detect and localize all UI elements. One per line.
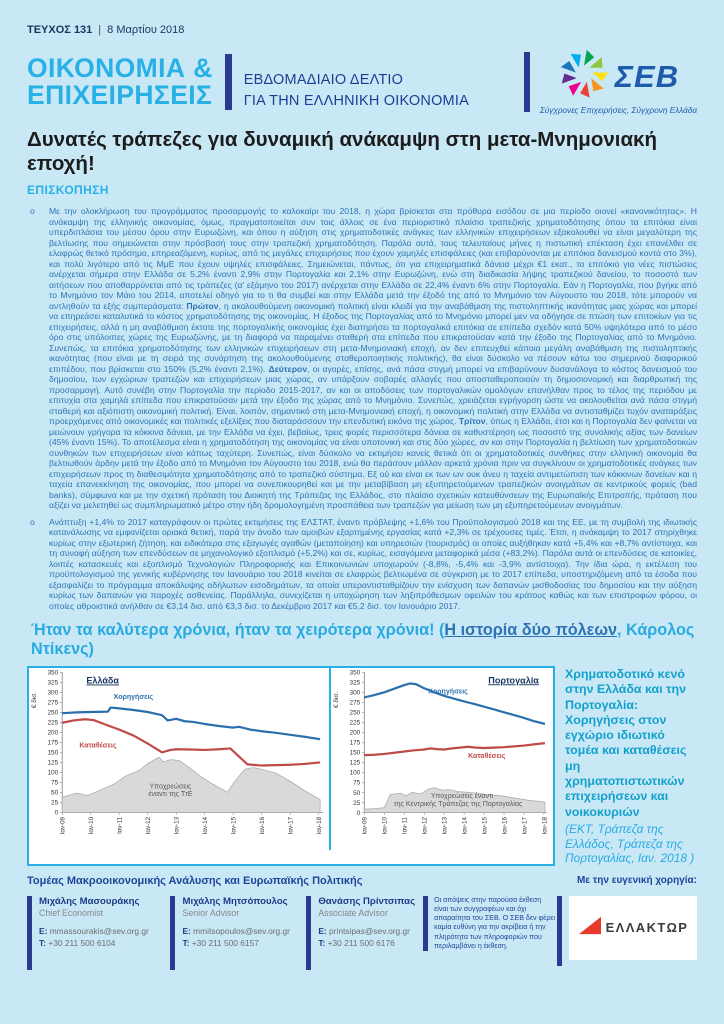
book-title-link[interactable]: Η ιστορία δύο πόλεων bbox=[444, 621, 618, 639]
sponsor-block bbox=[557, 896, 697, 966]
bullet-text-1: Με την ολοκλήρωση του προγράμματος προσαρμογής το καλοκαίρι του 2018, η χώρα βρίσκεται στα πρόθυρα εισόδου σε μια περίοδο οιονεί «κανονικότητας». Η ανάκαμψη της ελληνικής οικονομίας, όμως, πραγματοποιείται συν τοις άλλοις σε ένα περιοριστικό πλαίσιο τραπεζικής χρηματοδότησης όπου τα επιτόκια είναι υπερδιπλάσια του μέσου όρου στην Ευρωζώνη, και όπου η αύξηση στις χρηματοδοτικές ανάγκες των ελληνικών επιχειρήσεων εξακολουθεί να είναι μεγαλύτερη της βελτίωσης που σημειώνεται στην πρόσβασή τους στην τραπεζική χρηματοδότηση. Παρόλα αυτά, τους τελευταίους μήνες η πιστωτική επέκταση έχει επανέλθει σε ελαφρώς θετικό πρόσημο, επηρεαζόμενη, κυρίως, από τις μεγάλες επιχειρήσεις που έχουν χαμηλές επισφάλειες (και επιβαρύνονται με επιτόκια δανεισμού κοντά στο 3%), και πολύ λιγότερο από τις ΜμΕ που έχουν υψηλές επισφάλειες. Σημειώνεται, πάντως, ότι για επιχειρηματικά δάνεια μέχρι €1 εκατ., το επιτόκιο για νέες πιστώσεις ανέρχεται σήμερα στην Ελλάδα σε 5,2% έναντι 2,9% στην Πορτογαλία και 2,1% στην Ευρωζώνη, ενώ στη διαδικασία λήψης τραπεζικού δανείου, το ποσοστό των αιτήσεων που αποθαρρύνεται από τις τράπεζες (α' εξάμηνο του 2017) ανέρχεται στην Ελλάδα σε 22,4% έναντι 6% στην Πορτογαλία. Εάν η Πορτογαλία, που βγήκε από το Μνημόνιο τον Μάιο του 2014, αποτελεί οδηγό για το τι θα συμβεί και στην Ελλάδα μετά την έξοδό της από το Μνημόνιο τον Αύγουστο του 2018, τότε μπορούν να αντληθούν τα εξής συμπεράσματα: Πρώτον, η ακολουθούμενη οικονομική πολιτική είναι κλειδί για την αναβάθμιση της πιστοληπτικής ικανότητας μιας χώρας και μπορεί να επηρεάσει καταλυτικά το κόστος χρηματοδότησης της οικονομίας. Η έξοδος της Πορτογαλίας από το Μνημόνιο μπορεί μεν να οδήγησε σε πτώση των επιτοκίων για τις επιχειρήσεις, αλλά η μη αναβάθμιση έκτοτε της πορτογαλικής οικονομίας έχει διατηρήσει τα πορτογαλικά επιτόκια σε επίπεδα σχεδόν κατά 50% υψηλότερα από το μέσο όρο στις υπόλοιπες χώρες της Ευρωζώνης, με τη διαφορά να παραμένει σταθερή στα επίπεδα που επικρατούσαν κατά την έξοδο της Πορτογαλίας από το Μνημόνιο. Συνεπώς, τα επιτόκια χρηματοδότησης των ελληνικών επιχειρήσεων στη μετα-Μνημονιακή εποχή, αν δεν επιτευχθεί κάποια μεγάλη αναβάθμιση της πιστοληπτικής ικανότητας (που είναι με τη σειρά της συνάρτηση της ακολουθούμενης σταθεροποιητικής πολιτικής), θα είναι δύσκολο να πέσουν κάτω του σημερινού διαφορικού επιπέδου, που βρίσκεται στο 150% (5,2% έναντι 2,1%). Δεύτερον, οι αγορές, επίσης, ανά πάσα στιγμή μπορεί να επιβαρύνουν δυσανάλογα το κόστος δανεισμού του δημοσίου, των εγχώριων τραπεζών και επιχειρήσεων μιας χώρας, αν υπάρξουν σοβαρές αλλαγές που αποσταθεροποιούν τη δημοσιονομική και διαρθρωτική της προσαρμογή. Αυτό συνέβη στην Πορτογαλία την περίοδο 2015-2017, αν και οι αποδόσεις των πορτογαλικών ομολόγων επανήλθαν προς το τέλος της περιόδου με επιτυχία στα χαμηλά επίπεδα που επικρατούσαν μετά την έξοδο της χώρας από το Μνημόνιο. Συνεπώς, χρειάζεται εγρήγορση ώστε να ακολουθείται ανά πάσα στιγμή σταθερή και αξιόπιστη οικονομική πολιτική. Είναι, λοιπόν, σημαντικό στη μετα-Μνημονιακή εποχή, η οικονομική πολιτική στην Ελλάδα να αντισταθμίζει τυχόν αναταράξεις προερχόμενες από οικονομικές και πολιτικές εξελίξεις που διαταράσσουν την επενδυτική εικόνα της χώρας. Τρίτον, όπως η Ελλάδα, έτσι και η Πορτογαλία δεν φαίνεται να μειώνουν γρήγορα τα κόκκινα δάνεια, με την Ελλάδα να έχει, βεβαίως, τρεις φορές περισσότερα δάνεια σε καθυστέρηση ως ποσοστό της συνολικής αξίας των δανείων (45% έναντι 15%). Το αποτέλεσμα είναι η χρηματοδότηση της οικονομίας να είναι υποτονική και στις δύο χώρες, αν και στην Πορτογαλία η βελτίωση των χρηματοδοτικών συνθηκών των επιχειρήσεων είναι κάπως ταχύτερη. Συνεπώς, είναι δύσκολο να εκτιμήσει κανείς θετικά ότι οι χρηματοδοτικές συνθήκες στην ελληνική οικονομία θα βελτιωθούν άρδην μετά την έξοδο από το Μνημόνιο τον Αύγουστο του 2018, ενώ θα περάσουν μάλλον αρκετά χρόνια πριν να συγκλίνουν οι χρηματοδοτικές ανάγκες των επιχειρήσεων προς τη διαθεσιμότητα χρηματοδότησης από το τραπεζικό σύστημα. Εξ ού και είναι εκ των ων ουκ άνευ η ταχεία αντιμετώπιση των κόκκινων δανείων και η ταχεία επανεκκίνηση της οικονομίας, που μπορεί να συνεπικουρηθεί και με την μεταβίβαση μη εξυπηρετούμενων τραπεζικών ανοιγμάτων σε κεντρικούς φορείς (bad banks), σύμφωνα και με την σχετική πρόταση του Διοικητή της Τράπεζας της Ελλάδος, στο πλαίσιο σχετικών κατευθύνσεων της Ευρωπαϊκής Επιτροπής, πρόταση που αξίζει να μελετηθεί ως συμπληρωματικό μέτρο στην ήδη δρομολογημένη προσπάθεια των τραπεζών για μείωση των μη εξυπηρετούμενων ανοιγμάτων. bbox=[49, 206, 698, 510]
overview-body bbox=[27, 206, 697, 611]
overview-bullet-1 bbox=[27, 206, 697, 511]
svg-text:Ιαν-09: Ιαν-09 bbox=[361, 817, 369, 835]
svg-text:25: 25 bbox=[353, 799, 361, 807]
svg-text:Ιαν-12: Ιαν-12 bbox=[145, 816, 153, 835]
section-label-overview: ΕΠΙΣΚΟΠΗΣΗ bbox=[27, 183, 109, 197]
sponsor-label: Με την ευγενική χορηγία: bbox=[576, 875, 697, 887]
svg-text:Ιαν-14: Ιαν-14 bbox=[202, 816, 210, 835]
svg-text:300: 300 bbox=[47, 689, 59, 697]
svg-text:350: 350 bbox=[47, 669, 59, 677]
svg-text:50: 50 bbox=[51, 789, 59, 797]
chart-portugal bbox=[329, 668, 553, 850]
svg-text:175: 175 bbox=[47, 739, 59, 747]
chart-greece bbox=[29, 668, 329, 850]
svg-text:125: 125 bbox=[47, 759, 59, 767]
contact-email: E: mmitsopoulos@sev.org.gr bbox=[182, 925, 290, 936]
svg-text:Χορηγήσεις: Χορηγήσεις bbox=[113, 694, 154, 702]
svg-text:Ιαν-13: Ιαν-13 bbox=[173, 816, 181, 835]
masthead-divider-bar bbox=[225, 54, 232, 110]
svg-text:Υποχρεώσεις: Υποχρεώσεις bbox=[149, 783, 192, 791]
issue-date: 8 Μαρτίου 2018 bbox=[107, 24, 185, 36]
svg-text:Ιαν-09: Ιαν-09 bbox=[59, 816, 67, 835]
charts-box bbox=[27, 666, 555, 866]
contacts-row bbox=[27, 896, 697, 970]
svg-text:50: 50 bbox=[353, 789, 361, 797]
svg-text:Ιαν-11: Ιαν-11 bbox=[116, 816, 124, 834]
issue-divider: | bbox=[98, 24, 102, 36]
svg-text:Ιαν-13: Ιαν-13 bbox=[441, 817, 449, 835]
bullet-text-2: Ανάπτυξη +1,4% το 2017 καταγράφουν οι πρώτες εκτιμήσεις της ΕΛΣΤΑΤ, έναντι πρόβλεψης +1,6% του Προϋπολογισμού 2018 και της ΕΕ, με τη συμβολή της ιδιωτικής κατανάλωσης να εμφανίζεται οριακά θετική, παρά την άνοδο των αμοιβών εξαρτημένης εργασίας κατά +2,3% σε τρέχουσες τιμές. Έτσι, η ανάκαμψη το 2017 στηρίχθηκε κυρίως στην εξωτερική ζήτηση, και ειδικότερα στις εξαγωγές αγαθών (μεταποίηση) και υπηρεσιών (τουρισμός) οι οποίες αυξήθηκαν κατά +5,4% και +8,7% αντίστοιχα, και τη συναφή αύξηση των επενδύσεων σε μηχανολογικό εξοπλισμό (+5,2%) και σε, κυρίως, εισαγόμενα μεταφορικά μέσα (+83,2%). Παρόλα αυτά οι επενδύσεις σε κατοικίες, λοιπές κατασκευές και εξοπλισμό Τεχνολογιών Πληροφορικής και Επικοινωνιών υποχωρούν (-8,8%, -5,4% και -3,9% αντίστοιχα). Την ίδια ώρα, η εκτέλεση του προϋπολογισμού της γενικής κυβέρνησης τον Ιανουάριο του 2018 κινείται σε ελαφρώς βελτιωμένα σε σύγκριση με το 2017 επίπεδα, υποστηριζόμενη από τα έσοδα που εξασφαλίζει το πρόγραμμα αποκάλυψης αδήλωτων εισοδημάτων, τα οποία υπεραντισταθμίζουν την ενίσχυση των δαπανών μισθοδοσίας του δημοσίου και την αύξηση κυρίως των δαπανών για παροχές ασθενείας. Παράλληλα, συνεχίζεται η υποχώρηση των ληξιπρόθεσμων οφειλών του κράτους καθώς και των επιστροφών φόρου, οι οποίες αθροιστικά ανήλθαν σε €3,14 δισ. από €3,3 δισ. το Δεκέμβριο 2017 και €5,2 δισ. τον Ιανουάριο 2017. bbox=[49, 516, 697, 611]
svg-text:Ιαν-18: Ιαν-18 bbox=[316, 816, 324, 835]
svg-text:100: 100 bbox=[349, 769, 361, 777]
contact-card-printsipas bbox=[306, 896, 423, 970]
svg-text:200: 200 bbox=[349, 729, 361, 737]
svg-text:150: 150 bbox=[349, 749, 361, 757]
svg-text:Ιαν-15: Ιαν-15 bbox=[230, 816, 238, 835]
svg-text:€ δισ.: € δισ. bbox=[31, 692, 39, 709]
svg-text:275: 275 bbox=[349, 699, 361, 707]
quote-lead: Ήταν τα καλύτερα χρόνια, ήταν τα χειρότερα χρόνια! bbox=[31, 621, 435, 639]
headline: Δυνατές τράπεζες για δυναμική ανάκαμψη στη μετα-Μνημονιακή εποχή! bbox=[27, 128, 658, 175]
bulletin-subtitle bbox=[244, 70, 469, 115]
svg-text:0: 0 bbox=[54, 809, 59, 817]
svg-text:150: 150 bbox=[47, 749, 59, 757]
contact-phone: T: +30 211 500 6104 bbox=[39, 937, 116, 948]
svg-text:Ελλάδα: Ελλάδα bbox=[86, 675, 119, 686]
contact-role: Associate Advisor bbox=[318, 907, 388, 918]
svg-text:325: 325 bbox=[349, 679, 361, 687]
svg-text:Πορτογαλία: Πορτογαλία bbox=[488, 675, 539, 686]
svg-text:225: 225 bbox=[349, 719, 361, 727]
svg-text:325: 325 bbox=[47, 679, 59, 687]
svg-text:της Κεντρικής Τράπεζας της Πορ: της Κεντρικής Τράπεζας της Πορτογαλίας bbox=[393, 801, 523, 809]
contact-name: Μιχάλης Μητσόπουλος bbox=[182, 895, 288, 907]
subtitle-line-1: ΕΒΔΟΜΑΔΙΑΙΟ ΔΕΛΤΙΟ bbox=[243, 72, 404, 88]
brand-line-2: ΕΠΙΧΕΙΡΗΣΕΙΣ bbox=[27, 79, 213, 110]
svg-text:Ιαν-16: Ιαν-16 bbox=[259, 816, 267, 835]
ellaktor-logo bbox=[569, 896, 697, 960]
contact-phone: T: +30 211 500 6157 bbox=[182, 937, 259, 948]
chart-note-source: (ΕΚΤ, Τράπεζα της Ελλάδος, Τράπεζα της Πορτογαλίας, Ιαν. 2018 ) bbox=[565, 821, 695, 866]
svg-text:200: 200 bbox=[47, 729, 59, 737]
svg-text:Ιαν-14: Ιαν-14 bbox=[461, 817, 469, 835]
sev-wordmark: ΣΕΒ bbox=[614, 58, 680, 94]
svg-text:250: 250 bbox=[47, 709, 59, 717]
contact-card-mitsopoulos bbox=[170, 896, 306, 970]
bullet-marker: o bbox=[30, 206, 35, 216]
contact-card-masourakis bbox=[27, 896, 170, 970]
disclaimer-card bbox=[423, 896, 557, 951]
svg-text:έναντι της ΤτΕ: έναντι της ΤτΕ bbox=[148, 790, 193, 798]
subtitle-line-2: ΓΙΑ ΤΗΝ ΕΛΛΗΝΙΚΗ ΟΙΚΟΝΟΜΙΑ bbox=[243, 93, 469, 109]
contact-email: E: printsipas@sev.org.gr bbox=[318, 925, 410, 936]
chart-note bbox=[555, 666, 697, 866]
sev-pinwheel-icon bbox=[558, 48, 610, 105]
svg-text:Καταθέσεις: Καταθέσεις bbox=[468, 752, 506, 760]
svg-text:Ιαν-15: Ιαν-15 bbox=[481, 817, 489, 835]
bullet-marker: o bbox=[30, 516, 35, 527]
svg-text:225: 225 bbox=[47, 719, 59, 727]
division-title: Τομέας Μακροοικονομικής Ανάλυσης και Ευρωπαϊκής Πολιτικής bbox=[27, 874, 363, 887]
svg-text:Ιαν-10: Ιαν-10 bbox=[381, 817, 389, 835]
ellaktor-wordmark: ΕΛΛΑΚΤΩΡ bbox=[605, 920, 689, 936]
chart-note-heading: Χρηματοδοτικό κενό στην Ελλάδα και την Πορτογαλία: Χορηγήσεις στον εγχώριο ιδιωτικό τομέα και καταθέσεις μη χρηματοπιστωτικών επιχειρήσεων και νοικοκυριών bbox=[565, 667, 687, 819]
svg-text:100: 100 bbox=[47, 769, 59, 777]
contact-phone: T: +30 211 500 6176 bbox=[318, 937, 395, 948]
contact-role: Chief Economist bbox=[39, 907, 104, 918]
svg-text:25: 25 bbox=[51, 799, 59, 807]
svg-text:75: 75 bbox=[353, 779, 361, 787]
brand-line-1: ΟΙΚΟΝΟΜΙΑ & bbox=[27, 52, 213, 83]
svg-text:350: 350 bbox=[349, 669, 361, 677]
svg-text:175: 175 bbox=[349, 739, 361, 747]
contact-role: Senior Advisor bbox=[182, 907, 240, 918]
svg-text:Χορηγήσεις: Χορηγήσεις bbox=[428, 688, 468, 696]
contact-name: Θανάσης Πρίντσιπας bbox=[318, 895, 416, 907]
contact-email: E: mmassourakis@sev.org.gr bbox=[39, 925, 149, 936]
sev-logo bbox=[524, 48, 697, 115]
brand-title bbox=[27, 52, 213, 110]
issue-line bbox=[27, 24, 697, 36]
svg-text:125: 125 bbox=[349, 759, 361, 767]
logo-divider-bar bbox=[524, 52, 530, 112]
svg-text:€ δισ.: € δισ. bbox=[333, 691, 341, 709]
svg-text:Ιαν-18: Ιαν-18 bbox=[541, 817, 549, 835]
svg-text:0: 0 bbox=[356, 809, 361, 817]
footer-band bbox=[27, 875, 697, 887]
contact-name: Μιχάλης Μασουράκης bbox=[39, 895, 140, 907]
svg-text:Καταθέσεις: Καταθέσεις bbox=[79, 742, 117, 750]
ellaktor-triangle-icon bbox=[578, 914, 602, 941]
issue-number: ΤΕΥΧΟΣ 131 bbox=[27, 24, 93, 36]
sev-tagline: Σύγχρονες Επιχειρήσεις, Σύγχρονη Ελλάδα bbox=[539, 106, 697, 115]
svg-text:Ιαν-16: Ιαν-16 bbox=[501, 817, 509, 835]
svg-text:75: 75 bbox=[51, 779, 59, 787]
charts-section bbox=[27, 666, 697, 866]
overview-bullet-2 bbox=[27, 517, 697, 612]
disclaimer-text: Οι απόψεις στην παρούσα έκθεση είναι των συγγραφέων και όχι απαραίτητα του ΣΕΒ. Ο ΣΕΒ δεν φέρει καμία ευθύνη για την ακρίβεια ή την πληρότητα των πληροφοριών που περιλαμβάνει η έκθεση. bbox=[434, 895, 556, 950]
masthead bbox=[27, 48, 697, 115]
svg-text:300: 300 bbox=[349, 689, 361, 697]
sponsor-divider-bar bbox=[557, 896, 562, 966]
svg-text:Ιαν-17: Ιαν-17 bbox=[287, 816, 295, 835]
svg-text:275: 275 bbox=[47, 699, 59, 707]
svg-text:Ιαν-12: Ιαν-12 bbox=[421, 817, 429, 835]
dickens-quote: Ήταν τα καλύτερα χρόνια, ήταν τα χειρότερα χρόνια! (Η ιστορία δύο πόλεων, Κάρολος Ντίκενς) bbox=[31, 621, 695, 658]
svg-text:Ιαν-17: Ιαν-17 bbox=[521, 817, 529, 835]
svg-text:250: 250 bbox=[349, 709, 361, 717]
svg-text:Ιαν-10: Ιαν-10 bbox=[88, 816, 96, 835]
svg-text:Ιαν-11: Ιαν-11 bbox=[401, 817, 409, 835]
svg-text:Υποχρεώσεις έναντι: Υποχρεώσεις έναντι bbox=[430, 793, 494, 801]
